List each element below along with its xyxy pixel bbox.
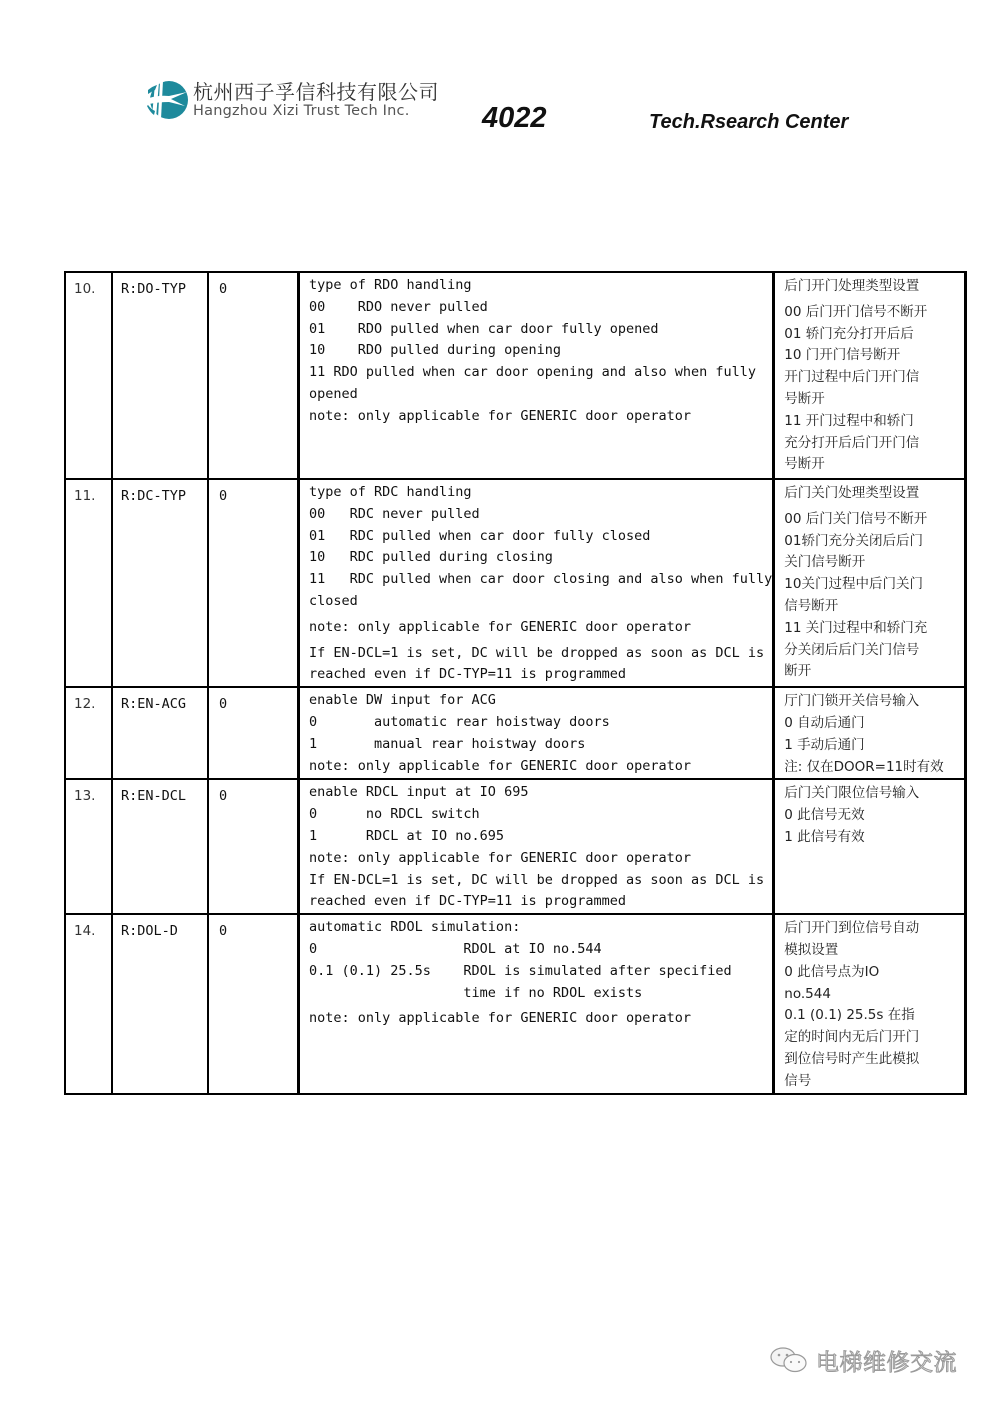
desc-line: type of RDO handling	[309, 277, 472, 293]
parameter-name: R:EN-ACG	[112, 687, 208, 779]
chinese-description	[774, 687, 966, 779]
table-row	[65, 779, 966, 914]
english-description	[299, 687, 774, 779]
cn-line: 模拟设置	[784, 941, 839, 958]
cn-line: 01 轿门充分打开后后	[784, 325, 914, 342]
english-description	[299, 272, 774, 479]
cn-line: 到位信号时产生此模拟	[784, 1050, 920, 1067]
table-row	[65, 687, 966, 779]
desc-line: If EN-DCL=1 is set, DC will be dropped as soon as DCL is	[309, 871, 765, 888]
table-row	[65, 479, 966, 687]
parameter-name: R:DC-TYP	[112, 479, 208, 687]
department-title: Tech.Rsearch Center	[649, 111, 849, 133]
row-number: 13.	[65, 779, 112, 914]
desc-line: 1 RDCL at IO no.695	[309, 827, 505, 844]
row-number: 11.	[65, 479, 112, 687]
default-value: 0	[208, 779, 299, 914]
desc-line: reached even if DC-TYP=11 is programmed	[309, 893, 626, 910]
desc-line: time if no RDOL exists	[309, 984, 643, 1001]
cn-line: 10关门过程中后门关门	[784, 576, 923, 593]
watermark	[768, 1343, 957, 1377]
default-value: 0	[208, 479, 299, 687]
chinese-description	[774, 914, 966, 1093]
desc-line: 10 RDC pulled during closing	[309, 549, 553, 566]
desc-line: opened	[309, 385, 358, 402]
cn-line: 11 开门过程中和轿门	[784, 412, 914, 429]
cn-line: 号断开	[784, 456, 825, 473]
cn-line: 定的时间内无后门开门	[784, 1029, 920, 1046]
desc-line: 11 RDC pulled when car door closing and also when fully	[309, 571, 773, 588]
desc-line: 11 RDO pulled when car door opening and also when fully	[309, 364, 757, 381]
parameter-name: R:DOL-D	[112, 914, 208, 1093]
desc-line: 00 RDO never pulled	[309, 298, 488, 315]
cn-line: 0 自动后通门	[784, 714, 865, 731]
desc-line: 0 no RDCL switch	[309, 806, 480, 823]
desc-line: 0.1 (0.1) 25.5s RDOL is simulated after specified	[309, 962, 732, 979]
company-name-en: Hangzhou Xizi Trust Tech Inc.	[193, 103, 410, 119]
desc-line: 1 manual rear hoistway doors	[309, 735, 586, 752]
row-number: 12.	[65, 687, 112, 779]
row-number: 10.	[65, 272, 112, 479]
cn-line: 注: 仅在DOOR=11时有效	[784, 758, 944, 775]
desc-line: note: only applicable for GENERIC door operator	[309, 757, 692, 774]
default-value: 0	[208, 272, 299, 479]
cn-line: 充分打开后后门开门信	[784, 434, 920, 451]
cn-line: 11 关门过程中和轿门充	[784, 619, 928, 636]
desc-line: 0 RDOL at IO no.544	[309, 940, 602, 957]
desc-line: 01 RDO pulled when car door fully opened	[309, 320, 659, 337]
cn-line: 信号断开	[784, 597, 839, 614]
company-name-cn: 杭州西子孚信科技有限公司	[193, 80, 439, 104]
cn-line: 00 后门开门信号不断开	[784, 303, 928, 320]
cn-line: 开门过程中后门开门信	[784, 369, 920, 386]
cn-line: 1 手动后通门	[784, 736, 865, 753]
parameter-table	[64, 271, 967, 1095]
watermark-text: 电梯维修交流	[816, 1349, 957, 1376]
desc-line: note: only applicable for GENERIC door operator	[309, 407, 692, 424]
globe-logo-icon	[145, 78, 189, 122]
chinese-description	[774, 479, 966, 687]
desc-line: note: only applicable for GENERIC door operator	[309, 1010, 692, 1027]
desc-line: enable RDCL input at IO 695	[309, 784, 529, 801]
company-logo	[143, 72, 439, 128]
cn-line: 00 后门关门信号不断开	[784, 510, 928, 527]
parameter-name: R:DO-TYP	[112, 272, 208, 479]
cn-line: 后门关门处理类型设置	[784, 485, 920, 501]
cn-line: 信号	[784, 1072, 812, 1089]
cn-line: 分关闭后后门关门信号	[784, 641, 920, 658]
cn-line: 号断开	[784, 390, 825, 407]
chinese-description	[774, 272, 966, 479]
cn-line: 10 门开门信号断开	[784, 347, 901, 364]
desc-line: 01 RDC pulled when car door fully closed	[309, 527, 651, 544]
cn-line: 关门信号断开	[784, 554, 866, 571]
document-number: 4022	[482, 102, 547, 134]
cn-line: 后门开门到位信号自动	[784, 920, 920, 937]
english-description	[299, 914, 774, 1093]
desc-line: automatic RDOL simulation:	[309, 919, 521, 936]
english-description	[299, 479, 774, 687]
desc-line: 10 RDO pulled during opening	[309, 342, 561, 359]
wechat-icon	[768, 1345, 812, 1375]
cn-line: 1 此信号有效	[784, 828, 865, 845]
cn-line: 0 此信号点为IO	[784, 963, 880, 980]
parameter-name: R:EN-DCL	[112, 779, 208, 914]
chinese-description	[774, 779, 966, 914]
desc-line: 00 RDC never pulled	[309, 505, 480, 522]
cn-line: no.544	[784, 985, 831, 1002]
row-number: 14.	[65, 914, 112, 1093]
cn-line: 0.1 (0.1) 25.5s 在指	[784, 1007, 915, 1024]
default-value: 0	[208, 914, 299, 1093]
cn-line: 01轿门充分关闭后后门	[784, 532, 923, 549]
table-row	[65, 914, 966, 1093]
desc-line: note: only applicable for GENERIC door operator	[309, 618, 692, 635]
desc-line: closed	[309, 592, 358, 609]
desc-line: 0 automatic rear hoistway doors	[309, 713, 610, 730]
cn-line: 后门开门处理类型设置	[784, 278, 920, 294]
english-description	[299, 779, 774, 914]
default-value: 0	[208, 687, 299, 779]
cn-line: 厅门门锁开关信号输入	[784, 693, 920, 710]
cn-line: 断开	[784, 663, 812, 680]
desc-line: If EN-DCL=1 is set, DC will be dropped as soon as DCL is	[309, 644, 765, 661]
desc-line: note: only applicable for GENERIC door operator	[309, 849, 692, 866]
desc-line: type of RDC handling	[309, 484, 472, 500]
desc-line: reached even if DC-TYP=11 is programmed	[309, 666, 626, 683]
cn-line: 0 此信号无效	[784, 807, 865, 824]
desc-line: enable DW input for ACG	[309, 692, 496, 709]
table-row	[65, 272, 966, 479]
cn-line: 后门关门限位信号输入	[784, 785, 920, 802]
